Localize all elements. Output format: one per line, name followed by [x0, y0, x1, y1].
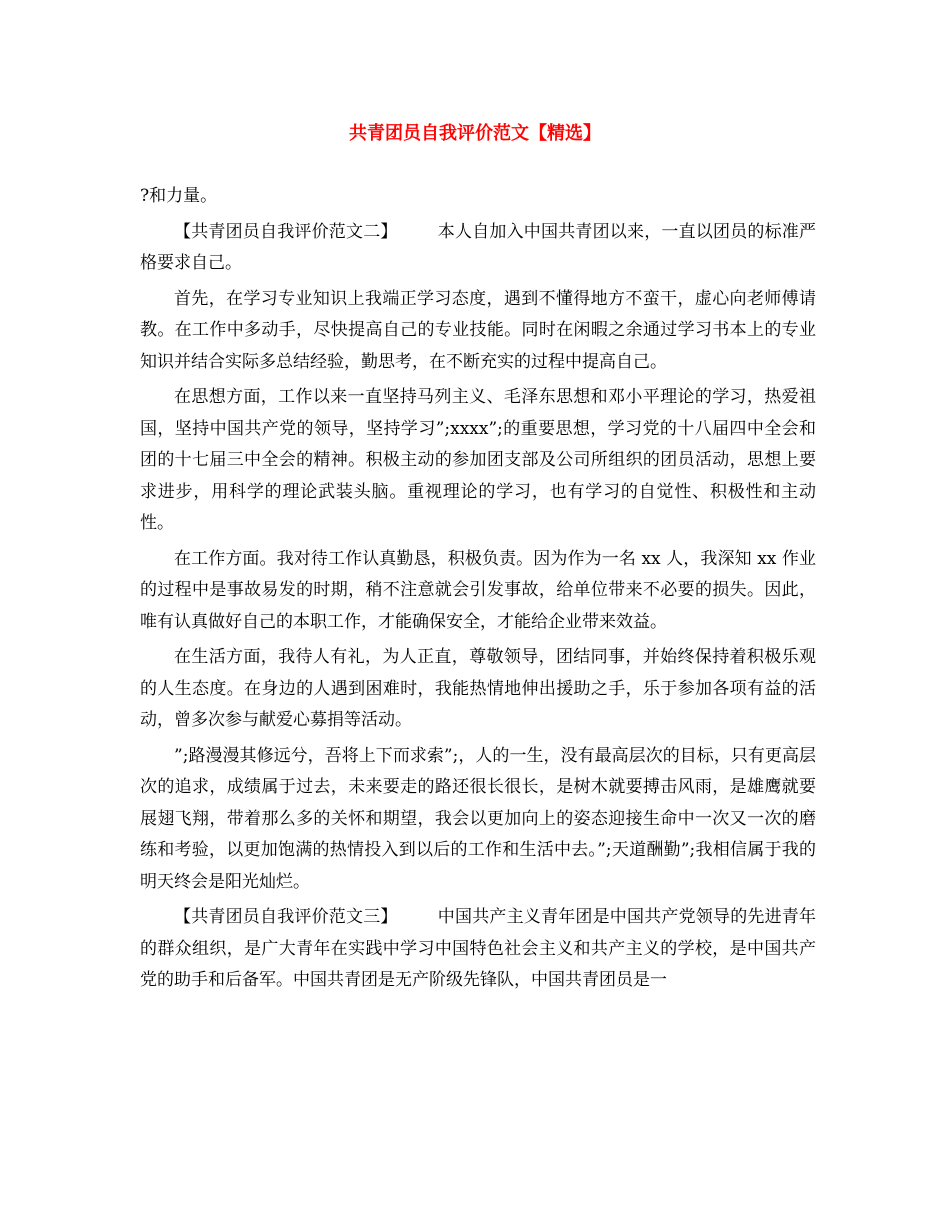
paragraph-text: 中国共产主义青年团是中国共产党领导的先进青年的群众组织，是广大青年在实践中学习中国特色社会主义和共产主义的学校，是中国共产党的助手和后备军。中国共青团是无产阶级先锋队，中国共青团员是一	[140, 907, 817, 990]
paragraph-4: 在思想方面，工作以来一直坚持马列主义、毛泽东思想和邓小平理论的学习，热爱祖国，坚持中国共产党的领导，坚持学习”;xxxx”;的重要思想，学习党的十八届四中全会和团的十七届三中全会的精神。积极主动的参加团支部及公司所组织的团员活动，思想上要求进步，用科学的理论武装头脑。重视理论的学习，也有学习的自觉性、积极性和主动性。	[140, 387, 816, 533]
paragraph-text: 本人自加入中国共青团以来，一直以团员的标准严格要求自己。	[140, 221, 817, 273]
paragraph-1: ?和力量。	[140, 186, 218, 206]
document-body	[140, 181, 816, 1001]
paragraph-5: 在工作方面。我对待工作认真勤恳，积极负责。因为作为一名 xx 人，我深知 xx 作业的过程中是事故易发的时期，稍不注意就会引发事故，给单位带来不必要的损失。因此，唯有认真做好自己的本职工作，才能确保安全，才能给企业带来效益。	[140, 548, 816, 632]
document-title: 共青团员自我评价范文【精选】	[349, 123, 601, 144]
paragraph-8	[140, 902, 816, 997]
section-label: 【共青团员自我评价范文二】	[174, 221, 398, 242]
paragraph-2	[140, 217, 816, 280]
paragraph-7: ”;路漫漫其修远兮，吾将上下而求索”;，人的一生，没有最高层次的目标，只有更高层次的追求，成绩属于过去，未来要走的路还很长很长，是树木就要搏击风雨，是雄鹰就要展翅飞翔，带着那么多的关怀和期望，我会以更加向上的姿态迎接生命中一次又一次的磨练和考验，以更加饱满的热情投入到以后的工作和生活中去。”;天道酬勤”;我相信属于我的明天终会是阳光灿烂。	[140, 745, 816, 892]
section-label: 【共青团员自我评价范文三】	[174, 907, 398, 927]
paragraph-6: 在生活方面，我待人有礼，为人正直，尊敬领导，团结同事，并始终保持着积极乐观的人生态度。在身边的人遇到困难时，我能热情地伸出援助之手，乐于参加各项有益的活动，曾多次参与献爱心募捐等活动。	[140, 647, 816, 730]
paragraph-3: 首先，在学习专业知识上我端正学习态度，遇到不懂得地方不蛮干，虚心向老师傅请教。在工作中多动手，尽快提高自己的专业技能。同时在闲暇之余通过学习书本上的专业知识并结合实际多总结经验，勤思考，在不断充实的过程中提高自己。	[140, 288, 816, 372]
